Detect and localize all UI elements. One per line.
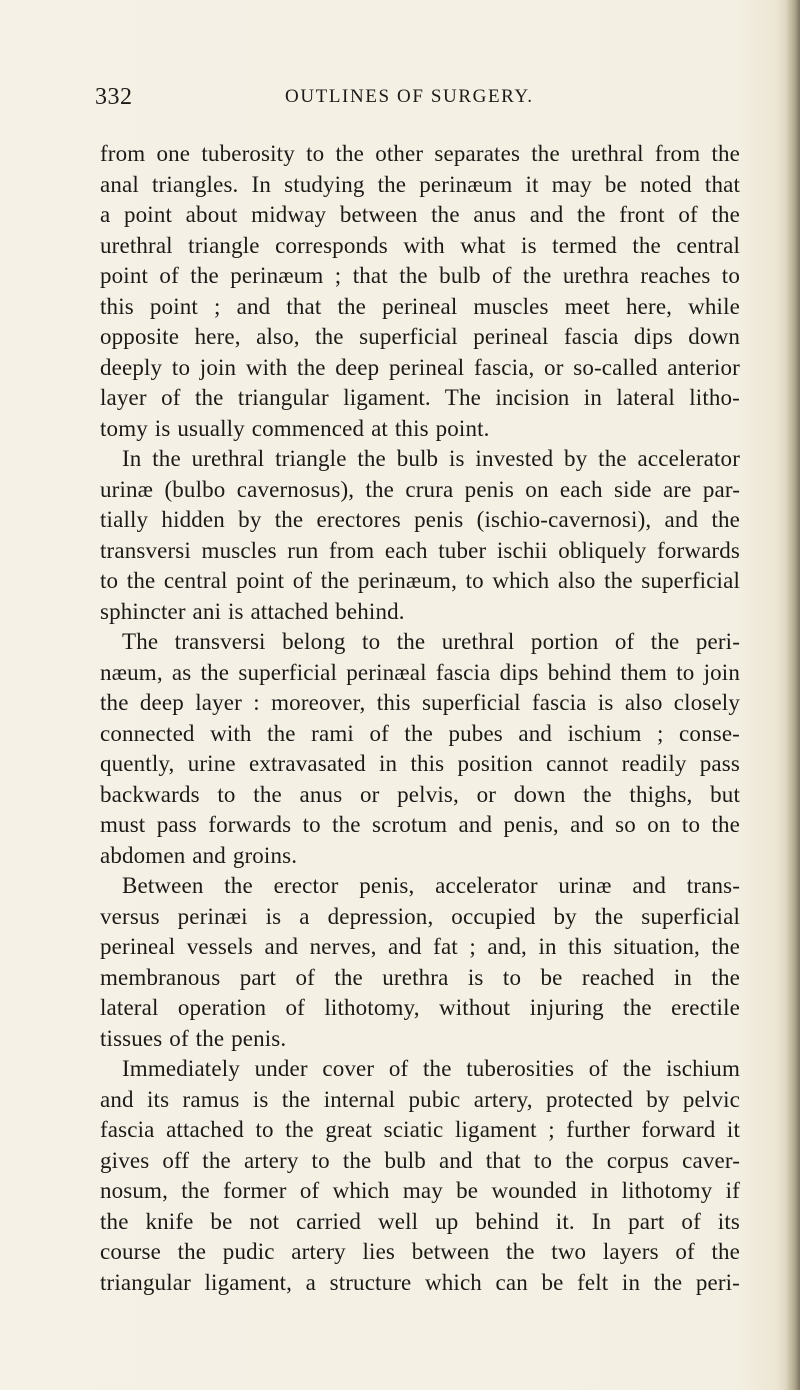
text-line: backwards to the anus or pelvis, or down the thighs, but [100,781,740,807]
text-line: to the central point of the perinæum, to which also the superficial [100,568,740,593]
text-line: must pass forwards to the scrotum and penis, and so on to the [100,812,740,837]
text-line: urinæ (bulbo cavernosus), the crura penis on each side are par- [100,476,740,502]
text-line: næum, as the superficial perinæal fascia dips behind them to join [100,659,740,685]
text-line: opposite here, also, the superficial perineal fascia dips down [100,324,740,349]
text-line: Between the erector penis, accelerator urinæ and trans- [122,873,740,898]
text-line: anal triangles. In studying the perinæum it may be noted that [100,171,740,197]
text-line: fascia attached to the great sciatic ligament ; further forward it [100,1117,740,1142]
text-line: nosum, the former of which may be wounded in lithotomy if [100,1178,740,1203]
text-line: gives off the artery to the bulb and that to the corpus caver- [100,1147,740,1173]
page-header [95,84,735,114]
text-line: from one tuberosity to the other separates the urethral from the [100,141,740,166]
text-line: urethral triangle corresponds with what is termed the central [100,232,740,258]
page-edge-shadow [786,0,800,1390]
text-line: versus perinæi is a depression, occupied by the superficial [100,903,740,929]
text-line: membranous part of the urethra is to be reached in the [100,964,740,990]
text-line: connected with the rami of the pubes and ischium ; conse- [100,720,740,746]
text-line: tissues of the penis. [100,1025,287,1051]
text-line: the knife be not carried well up behind it. In part of its [100,1208,740,1234]
text-line: Immediately under cover of the tuberosities of the ischium [122,1056,740,1081]
text-line: tomy is usually commenced at this point. [100,415,490,441]
text-line: point of the perinæum ; that the bulb of the urethra reaches to [100,263,740,288]
text-line: the deep layer : moreover, this superficial fascia is also closely [100,690,740,715]
text-line: lateral operation of lithotomy, without injuring the erectile [100,995,740,1020]
text-line: The transversi belong to the urethral portion of the peri- [122,629,740,654]
text-line: tially hidden by the erectores penis (ischio-cavernosi), and the [100,507,740,532]
text-line: layer of the triangular ligament. The incision in lateral litho- [100,385,740,410]
page-number: 332 [95,84,133,110]
text-line: sphincter ani is attached behind. [100,598,405,624]
text-line: In the urethral triangle the bulb is invested by the accelerator [122,446,740,471]
text-line: triangular ligament, a structure which can be felt in the peri- [100,1269,740,1295]
text-line: perineal vessels and nerves, and fat ; and, in this situation, the [100,934,740,959]
body-text [100,139,740,1298]
running-head: OUTLINES OF SURGERY. [285,86,534,107]
text-line: abdomen and groins. [100,842,298,868]
text-line: course the pudic artery lies between the two layers of the [100,1239,740,1264]
text-line: this point ; and that the perineal muscles meet here, while [100,293,740,319]
text-line: a point about midway between the anus and the front of the [100,202,740,227]
text-line: deeply to join with the deep perineal fascia, or so-called anterior [100,354,740,380]
text-line: transversi muscles run from each tuber ischii obliquely forwards [100,537,740,563]
text-line: quently, urine extravasated in this position cannot readily pass [100,751,740,776]
text-line: and its ramus is the internal pubic artery, protected by pelvic [100,1086,740,1112]
